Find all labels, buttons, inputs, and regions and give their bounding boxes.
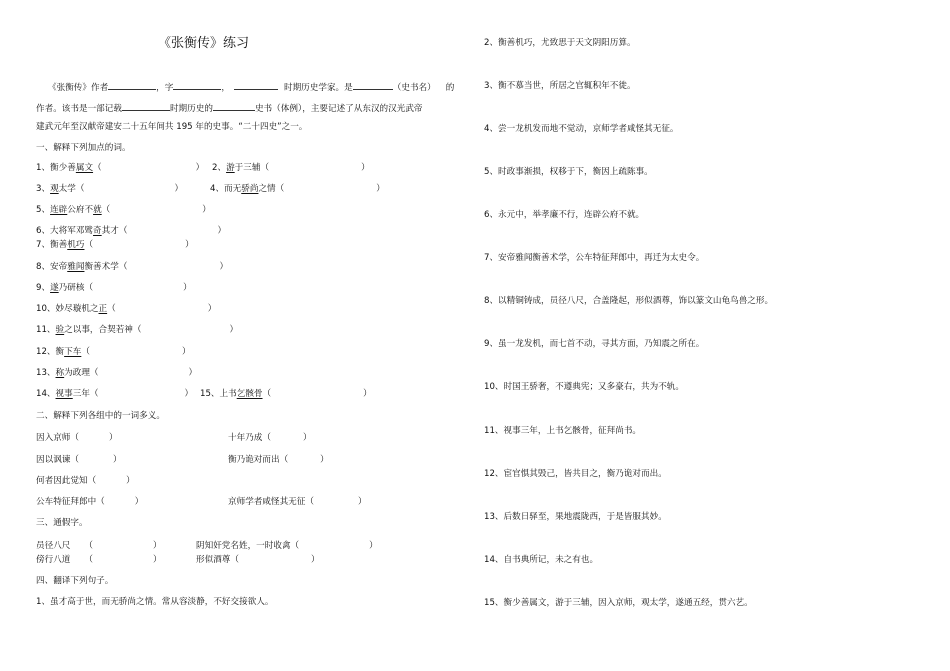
dotted-word: 遂 — [50, 283, 59, 293]
s1-item-8 — [36, 262, 228, 273]
text-fragment: （ — [84, 555, 93, 565]
text-fragment: 为政理（ — [64, 368, 99, 378]
s3-row-2-right — [196, 555, 320, 566]
text-fragment: 乃研核（ — [58, 283, 94, 293]
text-fragment: 7、衡善 — [36, 240, 68, 250]
text-fragment: 形似酒尊（ — [196, 555, 239, 565]
dotted-word: 游 — [226, 163, 235, 173]
text-fragment: ） — [369, 541, 378, 551]
text-fragment: ，字 — [156, 83, 174, 93]
text-fragment: ） — [302, 433, 312, 443]
text-fragment: 其才（ — [101, 226, 128, 236]
intro-line-2 — [36, 101, 423, 115]
s4-item-9: 9、虽一龙发机，而七首不动，寻其方面，乃知震之所在。 — [484, 339, 705, 349]
dotted-word: 雅闻 — [67, 262, 85, 272]
text-fragment: 因入京师（ — [36, 433, 79, 443]
text-fragment: ） — [310, 555, 320, 565]
text-fragment: ） — [134, 497, 144, 507]
text-fragment: ） — [320, 455, 329, 465]
s4-item-10: 10、时国王骄奢，不遵典宪；又多豪右，共为不轨。 — [484, 382, 684, 392]
text-fragment: ） — [202, 205, 211, 215]
period-blank[interactable] — [122, 101, 170, 111]
text-fragment: （ — [84, 240, 94, 250]
s4-item-15: 15、衡少善属文，游于三辅，因入京师，观太学，遂通五经，贯六艺。 — [484, 598, 753, 608]
text-fragment: 京师学者咸怪其无征（ — [228, 497, 314, 507]
s4-item-4: 4、尝一龙机发而地不觉动，京师学者咸怪其无征。 — [484, 124, 679, 134]
s4-item-7: 7、安帝雅闻衡善术学，公车特征拜郎中，再迁为太史令。 — [484, 253, 705, 263]
s1-item-2 — [212, 163, 370, 174]
text-fragment: 6、大将军邓骘 — [36, 226, 94, 236]
text-fragment: ） — [184, 389, 194, 399]
text-fragment: 12、衡 — [36, 347, 65, 357]
s3-row-2-left — [36, 555, 162, 566]
dotted-word: 骄尚 — [241, 184, 259, 194]
text-fragment: （ — [262, 389, 272, 399]
section2-heading: 二、解释下列各组中的一词多义。 — [36, 411, 165, 421]
s4-item-5: 5、时政事渐损，权移于下，衡因上疏陈事。 — [484, 167, 653, 177]
s2-row-2-left — [36, 455, 122, 466]
text-fragment: ） — [153, 541, 162, 551]
book-name-blank[interactable] — [353, 80, 393, 90]
s1-item-10 — [36, 304, 216, 315]
text-fragment: 时期历史学家。是 — [283, 83, 353, 93]
text-fragment: 8、安帝 — [36, 262, 68, 272]
text-fragment: ） — [217, 226, 227, 236]
history-type-blank[interactable] — [213, 101, 255, 111]
section4-heading: 四、翻译下列句子。 — [36, 576, 114, 586]
text-fragment: 15、上书 — [200, 389, 237, 399]
text-fragment: 于三辅（ — [234, 163, 270, 173]
text-fragment: 员径八尺 — [36, 541, 71, 551]
s4-item-13: 13、后数日驿至，果地震陇西，于是皆服其妙。 — [484, 512, 667, 522]
section3-heading: 三、通假字。 — [36, 518, 88, 528]
text-fragment: 阴知奸党名姓，一时收禽（ — [196, 541, 300, 551]
text-fragment: 14、 — [36, 389, 56, 399]
s1-item-9 — [36, 283, 192, 294]
s2-row-1-left — [36, 433, 118, 444]
dotted-word: 正 — [98, 304, 108, 314]
text-fragment: ， — [221, 83, 230, 93]
text-fragment: 11、 — [36, 325, 56, 335]
text-fragment: 之情（ — [258, 184, 285, 194]
s1-item-15 — [200, 389, 372, 400]
dotted-word: 称 — [55, 368, 65, 378]
dotted-word: 视事 — [55, 389, 73, 399]
s1-item-13 — [36, 368, 197, 379]
dotted-word: 验 — [55, 325, 65, 335]
text-fragment: 2、 — [212, 163, 227, 173]
s1-item-6 — [36, 226, 226, 237]
text-fragment: 十年乃成（ — [228, 433, 271, 443]
page-title: 《张衡传》练习 — [158, 36, 250, 51]
text-fragment: 史书（体例），主要记述了从东汉的汉光武帝 — [254, 104, 423, 114]
dotted-word: 连辟 — [50, 205, 68, 215]
dotted-word: 观 — [50, 184, 59, 194]
text-fragment: （ — [107, 304, 116, 314]
dotted-word: 属文 — [75, 163, 94, 173]
text-fragment: ） — [219, 262, 229, 272]
s2-row-1-right — [228, 433, 312, 444]
s2-row-4-right — [228, 497, 367, 508]
section1-heading: 一、解释下列加点的词。 — [36, 143, 131, 153]
era-blank[interactable] — [234, 80, 278, 90]
text-fragment: 1、衡少善 — [36, 163, 76, 173]
dotted-word: 就 — [93, 205, 102, 215]
text-fragment: 因以讽谏（ — [36, 455, 79, 465]
s1-item-14 — [36, 389, 193, 400]
text-fragment: （ — [93, 163, 102, 173]
text-fragment: 衡善术学（ — [84, 262, 128, 272]
text-fragment: ） — [153, 555, 162, 565]
text-fragment: ） — [183, 283, 192, 293]
courtesy-name-blank[interactable] — [173, 80, 221, 90]
text-fragment: 之以事，合契若神（ — [64, 325, 142, 335]
text-fragment: ） — [181, 347, 191, 357]
s4-item-8: 8、以精铜铸成，员径八尺，合盖隆起，形似酒尊，饰以篆文山龟鸟兽之形。 — [484, 296, 774, 306]
text-fragment: ） — [108, 433, 118, 443]
s1-item-4 — [210, 184, 385, 195]
text-fragment: 太学（ — [58, 184, 85, 194]
text-fragment: ） — [376, 184, 385, 194]
text-fragment: 何者因此觉知（ — [36, 476, 97, 486]
text-fragment: 13、 — [36, 368, 56, 378]
text-fragment: （史书名） — [392, 83, 436, 93]
intro-line-1 — [48, 80, 454, 94]
text-fragment: 作者。该书是一部记载 — [36, 104, 122, 114]
s4-item-3: 3、衡不慕当世，所居之官辄积年不徙。 — [484, 81, 636, 91]
intro-line-3: 建武元年至汉献帝建安二十五年间共 195 年的史事。“二十四史”之一。 — [36, 122, 308, 132]
text-fragment: ） — [195, 163, 205, 173]
text-fragment: 10、妙尽璇机之 — [36, 304, 99, 314]
text-fragment: 衡乃诡对而出（ — [228, 455, 289, 465]
text-fragment: 傍行八道 — [36, 555, 71, 565]
s1-item-12 — [36, 347, 191, 358]
s3-row-1-left — [36, 541, 162, 552]
author-blank[interactable] — [108, 80, 156, 90]
text-fragment: 的 — [445, 83, 455, 93]
text-fragment: ） — [229, 325, 239, 335]
s4-item-1: 1、虽才高于世，而无骄尚之情。常从容淡静，不好交接欲人。 — [36, 597, 274, 607]
text-fragment: ） — [361, 163, 370, 173]
text-fragment: 9、 — [36, 283, 51, 293]
s2-row-2-right — [228, 455, 329, 466]
text-fragment: 4、而无 — [210, 184, 242, 194]
s1-item-1 — [36, 163, 204, 174]
dotted-word: 下车 — [64, 347, 82, 357]
text-fragment: ） — [188, 368, 198, 378]
dotted-word: 机巧 — [67, 240, 85, 250]
text-fragment: ） — [126, 476, 135, 486]
text-fragment: ） — [174, 184, 184, 194]
s4-item-11: 11、视事三年，上书乞骸骨，征拜尚书。 — [484, 426, 642, 436]
s1-item-7 — [36, 240, 194, 251]
s1-item-11 — [36, 325, 238, 336]
text-fragment: 《张衡传》作者 — [48, 83, 109, 93]
text-fragment: 三年（ — [72, 389, 99, 399]
text-fragment: （ — [81, 347, 90, 357]
s4-item-12: 12、宦官惧其毁己，皆共目之，衡乃诡对而出。 — [484, 469, 667, 479]
s3-row-1-right — [196, 541, 378, 552]
text-fragment: （ — [84, 541, 93, 551]
dotted-word: 乞骸骨 — [236, 389, 263, 399]
text-fragment: 3、 — [36, 184, 51, 194]
text-fragment: ） — [363, 389, 372, 399]
s4-item-14: 14、自书典所记，未之有也。 — [484, 555, 599, 565]
s4-item-6: 6、永元中，举孝廉不行，连辟公府不就。 — [484, 210, 645, 220]
s2-row-3-left — [36, 476, 135, 487]
text-fragment: ） — [185, 240, 194, 250]
text-fragment: 公府不 — [67, 205, 94, 215]
s1-item-5 — [36, 205, 211, 216]
text-fragment: ） — [112, 455, 122, 465]
s1-item-3 — [36, 184, 183, 195]
text-fragment: （ — [101, 205, 111, 215]
text-fragment: 公车特征拜郎中（ — [36, 497, 105, 507]
s4-item-2: 2、衡善机巧，尤致思于天文阴阳历算。 — [484, 38, 636, 48]
text-fragment: 5、 — [36, 205, 51, 215]
s2-row-4-left — [36, 497, 143, 508]
text-fragment: 时期历史的 — [169, 104, 213, 114]
text-fragment: ） — [357, 497, 367, 507]
text-fragment: ） — [207, 304, 217, 314]
dotted-word: 奇 — [93, 226, 102, 236]
